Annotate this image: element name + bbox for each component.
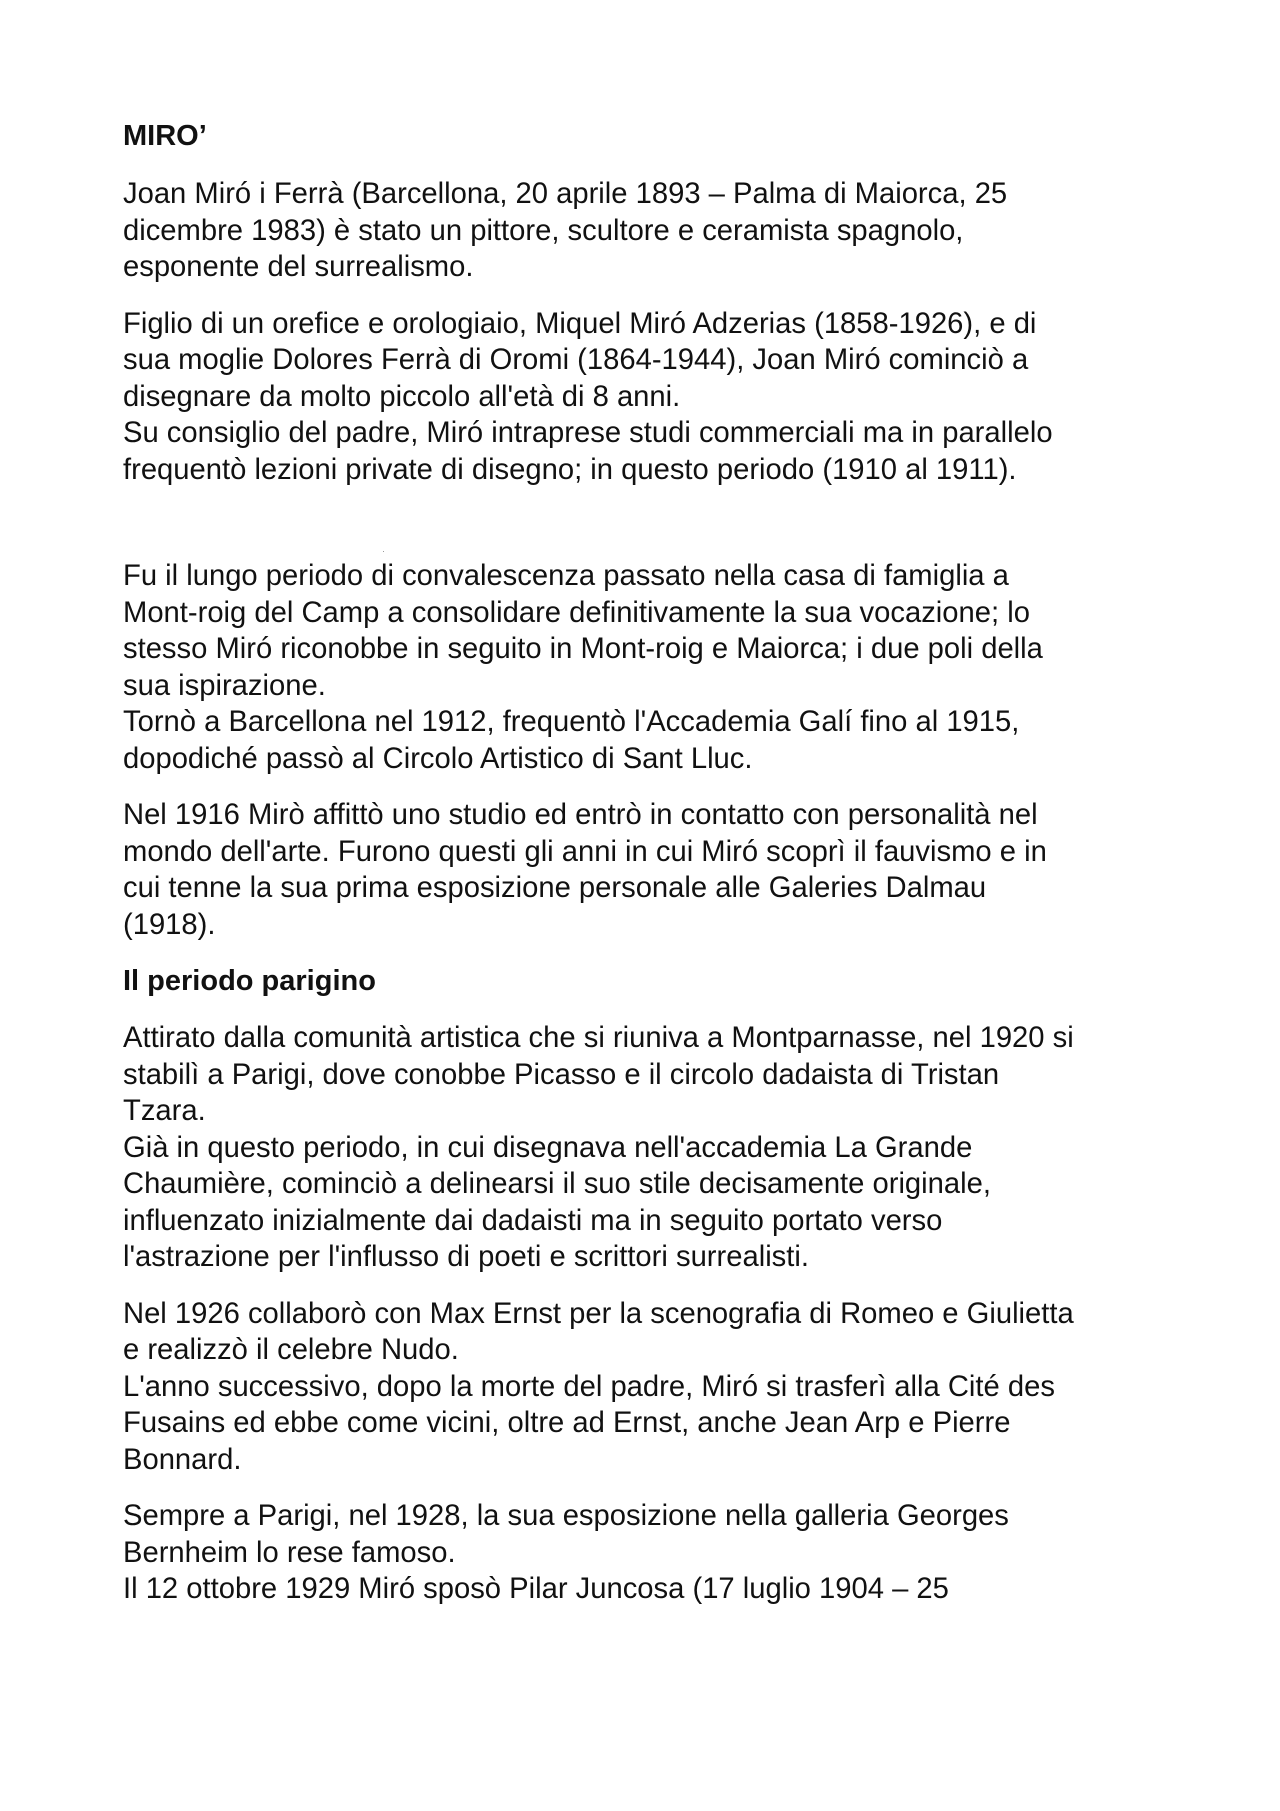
paragraph-childhood [123, 306, 1183, 489]
text-line: L'anno successivo, dopo la morte del padre, Miró si trasferì alla Cité des [123, 1370, 1055, 1403]
paragraph-fame [123, 1498, 1183, 1608]
text-line: cui tenne la sua prima esposizione personale alle Galeries Dalmau [123, 872, 987, 904]
text-line: Su consiglio del padre, Miró intraprese studi commerciali ma in parallelo [123, 417, 1053, 449]
stray-mark [383, 551, 384, 552]
text-line: Fu il lungo periodo di convalescenza passato nella casa di famiglia a [123, 560, 1009, 592]
text-line: Bernheim lo rese famoso. [123, 1536, 456, 1569]
text-line: frequentò lezioni private di disegno; in questo periodo (1910 al 1911). [123, 453, 1017, 486]
text-line: Tzara. [123, 1095, 206, 1127]
text-line: sua moglie Dolores Ferrà di Oromi (1864-1944), Joan Miró cominciò a [123, 344, 1029, 376]
paragraph-paris-arrival [123, 1020, 1183, 1276]
text-line: Chaumière, cominciò a delinearsi il suo stile decisamente originale, [123, 1168, 991, 1200]
section-heading: Il periodo parigino [123, 965, 376, 997]
text-line: Mont-roig del Camp a consolidare definitivamente la sua vocazione; lo [123, 596, 1030, 629]
paragraph-convalescence [123, 558, 1183, 777]
text-line: mondo dell'arte. Furono questi gli anni in cui Miró scoprì il fauvismo e in [123, 835, 1047, 868]
document-title: MIRO’ [123, 120, 207, 152]
text-line: Bonnard. [123, 1443, 242, 1476]
text-line: Già in questo periodo, in cui disegnava nell'accademia La Grande [123, 1131, 973, 1164]
paragraph-studio [123, 797, 1183, 943]
text-line: stabilì a Parigi, dove conobbe Picasso e il circolo dadaista di Tristan [123, 1058, 1000, 1091]
paragraph-ernst [123, 1296, 1183, 1479]
text-line: esponente del surrealismo. [123, 251, 474, 283]
document-page [123, 118, 1183, 1628]
text-line: stesso Miró riconobbe in seguito in Mont-roig e Maiorca; i due poli della [123, 633, 1043, 665]
text-line: sua ispirazione. [123, 669, 326, 702]
paragraph-intro [123, 176, 1183, 286]
text-line: influenzato inizialmente dai dadaisti ma in seguito portato verso [123, 1204, 943, 1237]
text-line: dicembre 1983) è stato un pittore, scultore e ceramista spagnolo, [123, 214, 964, 247]
text-line: Tornò a Barcellona nel 1912, frequentò l'Accademia Galí fino al 1915, [123, 706, 1020, 738]
text-line: Fusains ed ebbe come vicini, oltre ad Ernst, anche Jean Arp e Pierre [123, 1407, 1011, 1439]
text-line: dopodiché passò al Circolo Artistico di Sant Lluc. [123, 742, 753, 775]
blank-space [123, 508, 1183, 558]
text-line: Nel 1926 collaborò con Max Ernst per la scenografia di Romeo e Giulietta [123, 1297, 1074, 1330]
text-line: (1918). [123, 908, 216, 941]
text-line: e realizzò il celebre Nudo. [123, 1334, 459, 1366]
text-line: Il 12 ottobre 1929 Miró sposò Pilar Juncosa (17 luglio 1904 – 25 [123, 1573, 949, 1605]
text-line: Figlio di un orefice e orologiaio, Miquel Miró Adzerias (1858-1926), e di [123, 307, 1037, 340]
text-line: disegnare da molto piccolo all'età di 8 anni. [123, 380, 681, 413]
text-line: Joan Miró i Ferrà (Barcellona, 20 aprile 1893 – Palma di Maiorca, 25 [123, 178, 1008, 210]
text-line: Attirato dalla comunità artistica che si riuniva a Montparnasse, nel 1920 si [123, 1022, 1074, 1054]
text-line: l'astrazione per l'influsso di poeti e scrittori surrealisti. [123, 1241, 809, 1273]
text-line: Nel 1916 Mirò affittò uno studio ed entrò in contatto con personalità nel [123, 799, 1038, 831]
text-line: Sempre a Parigi, nel 1928, la sua esposizione nella galleria Georges [123, 1500, 1009, 1532]
